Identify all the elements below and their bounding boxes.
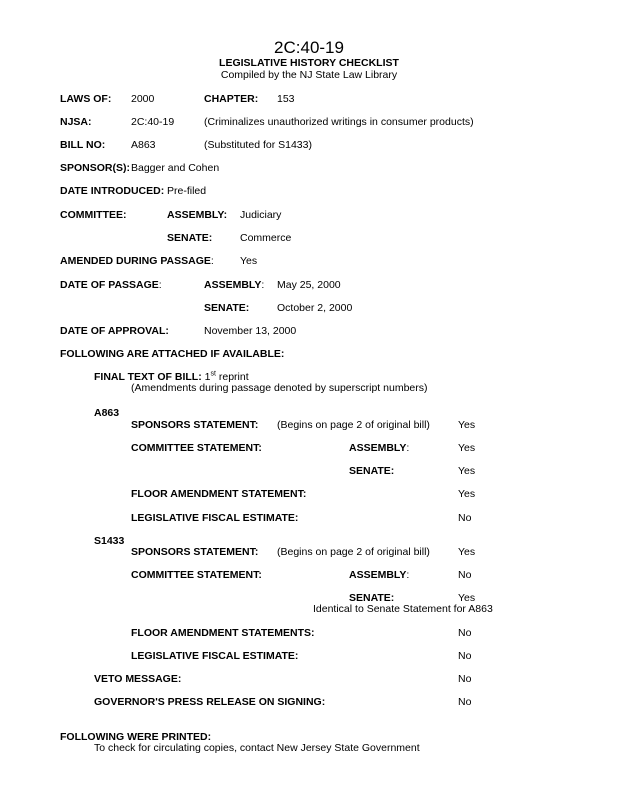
veto-value: No [458,673,472,685]
printed-heading: FOLLOWING WERE PRINTED: [60,731,212,743]
s1433-sponsors-stmt-note: (Begins on page 2 of original bill) [277,546,430,558]
a863-sponsors-stmt-value: Yes [458,419,476,431]
s1433-committee-assembly-colon: : [406,569,410,581]
s1433-committee-senate-label: SENATE: [349,592,395,604]
press-release-value: No [458,696,472,708]
approval-value: November 13, 2000 [204,325,297,337]
a863-committee-senate-value: Yes [458,465,476,477]
a863-committee-assembly-value: Yes [458,442,476,454]
njsa-label: NJSA: [60,116,92,128]
approval-label: DATE OF APPROVAL: [60,325,169,337]
committee-assembly-label: ASSEMBLY: [167,209,228,221]
sponsors-value: Bagger and Cohen [131,162,220,174]
a863-sponsors-stmt-label: SPONSORS STATEMENT: [131,419,259,431]
s1433-floor-value: No [458,627,472,639]
a863-sponsors-stmt-note: (Begins on page 2 of original bill) [277,419,430,431]
a863-committee-assembly [349,442,409,454]
njsa-value: 2C:40-19 [131,116,175,128]
committee-assembly-value: Judiciary [240,209,282,221]
a863-label: A863 [94,407,120,419]
passage-label: DATE OF PASSAGE [60,279,159,291]
njsa-description: (Criminalizes unauthorized writings in consumer products) [204,116,474,128]
s1433-label: S1433 [94,535,125,547]
a863-floor-value: Yes [458,488,476,500]
printed-note: To check for circulating copies, contact New Jersey State Government [94,742,420,754]
s1433-committee-stmt-label: COMMITTEE STATEMENT: [131,569,262,581]
s1433-committee-assembly-value: No [458,569,472,581]
laws-of-value: 2000 [131,93,155,105]
s1433-committee-senate-value: Yes [458,592,476,604]
date-introduced-label: DATE INTRODUCED: [60,185,165,197]
final-text-num: 1 [204,371,211,383]
document-subtitle: LEGISLATIVE HISTORY CHECKLIST [219,57,399,69]
date-introduced-value: Pre-filed [167,185,207,197]
passage-assembly-label: ASSEMBLY [204,279,262,291]
a863-committee-assembly-colon: : [406,442,410,454]
amended-value: Yes [240,255,258,267]
attached-heading: FOLLOWING ARE ATTACHED IF AVAILABLE: [60,348,285,360]
s1433-sponsors-stmt-value: Yes [458,546,476,558]
passage-assembly-value: May 25, 2000 [277,279,341,291]
bill-no-value: A863 [131,139,156,151]
final-text-label: FINAL TEXT OF BILL: [94,371,202,383]
bill-no-label: BILL NO: [60,139,106,151]
committee-label: COMMITTEE: [60,209,127,221]
passage-senate-label: SENATE: [204,302,250,314]
s1433-floor-label: FLOOR AMENDMENT STATEMENTS: [131,627,315,639]
chapter-value: 153 [277,93,295,105]
veto-label: VETO MESSAGE: [94,673,182,685]
amended-row [60,255,214,267]
chapter-label: CHAPTER: [204,93,259,105]
a863-committee-stmt-label: COMMITTEE STATEMENT: [131,442,262,454]
document-title: 2C:40-19 [274,38,344,57]
laws-of-label: LAWS OF: [60,93,112,105]
passage-assembly [204,279,264,291]
a863-fiscal-value: No [458,512,472,524]
s1433-committee-assembly [349,569,409,581]
final-text-note: (Amendments during passage denoted by superscript numbers) [131,382,428,394]
s1433-sponsors-stmt-label: SPONSORS STATEMENT: [131,546,259,558]
passage-assembly-colon: : [261,279,265,291]
a863-floor-label: FLOOR AMENDMENT STATEMENT: [131,488,307,500]
s1433-fiscal-value: No [458,650,472,662]
passage-senate-value: October 2, 2000 [277,302,353,314]
s1433-committee-assembly-label: ASSEMBLY [349,569,407,581]
sponsors-label: SPONSOR(S): [60,162,131,174]
a863-committee-assembly-label: ASSEMBLY [349,442,407,454]
passage-row [60,279,162,291]
committee-senate-label: SENATE: [167,232,213,244]
a863-fiscal-label: LEGISLATIVE FISCAL ESTIMATE: [131,512,299,524]
amended-label: AMENDED DURING PASSAGE [60,255,211,267]
final-text-sup: st [210,370,216,378]
a863-committee-senate-label: SENATE: [349,465,395,477]
s1433-fiscal-label: LEGISLATIVE FISCAL ESTIMATE: [131,650,299,662]
final-text-word: reprint [218,371,249,383]
bill-no-note: (Substituted for S1433) [204,139,312,151]
committee-senate-value: Commerce [240,232,292,244]
amended-colon: : [210,255,214,267]
press-release-label: GOVERNOR'S PRESS RELEASE ON SIGNING: [94,696,326,708]
compiled-by: Compiled by the NJ State Law Library [220,69,398,81]
s1433-committee-senate-note: Identical to Senate Statement for A863 [313,603,493,615]
passage-colon: : [158,279,162,291]
